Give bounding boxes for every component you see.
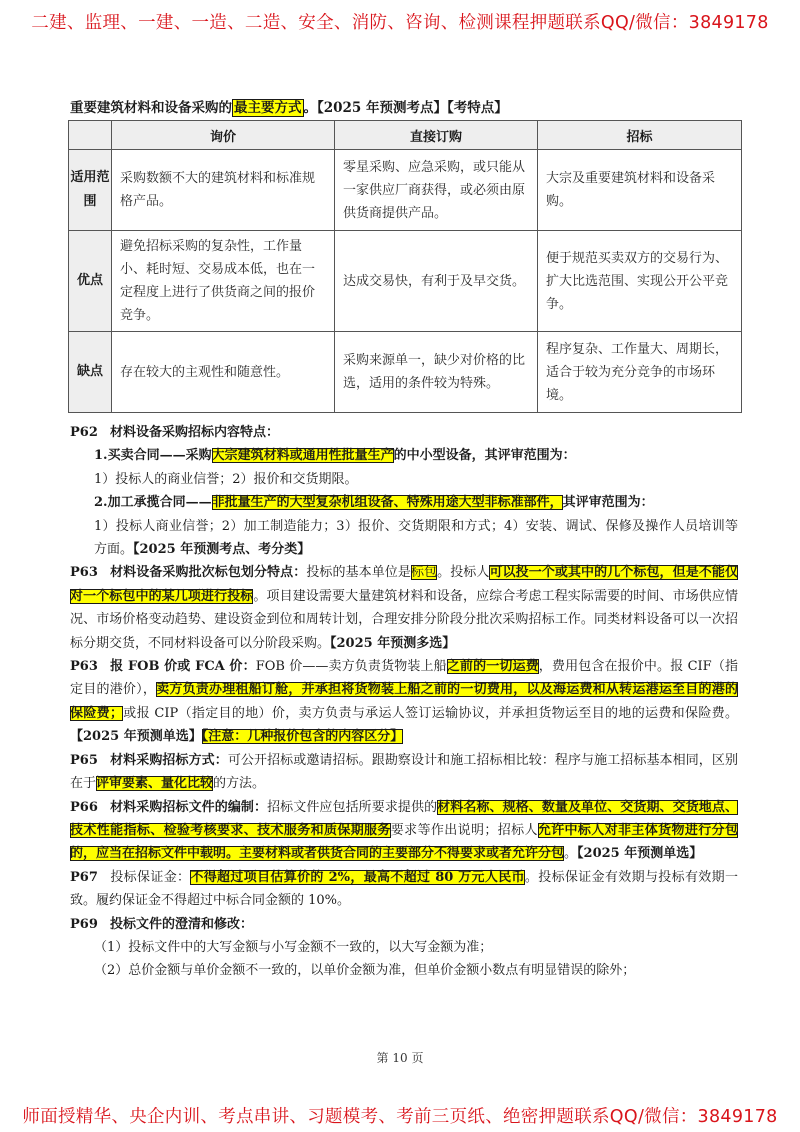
highlight: 非批量生产的大型复杂机组设备、特殊用途大型非标准部件， [211,495,563,511]
page-number: 第 10 页 [376,1051,424,1065]
table-cell: 便于规范买卖双方的交易行为、扩大比选范围、实现公开公平竞争。 [538,231,742,332]
section-p67: P67 投标保证金：不得超过项目估算价的 2%，最高不超过 80 万元人民币。投标保证金有效期与投标有效期一致。履约保证金不得超过中标合同金额的 10%。 [70,866,738,913]
highlight: 允许中标人对非主体货物进行分包的，应当在招标文件中载明。主要材料或者供货合同的主要部分不得要求或者允许分包 [70,822,738,862]
table-row [69,332,742,413]
section-p63-fob: P63 报 FOB 价或 FCA 价：FOB 价——卖方负责货物装上船之前的一切运费，费用包含在报价中。报 CIF（指定目的港价），卖方负责办理租船订舱，并承担将货物装上船之前的一切费用，以及海运费和从转运港运至目的港的保险费；或报 CIP（指定目的地）价，卖方负责与承运人签订运输协议，并承担货物运至目的地的运费和保险费。【2025 年预测单选】【注意：几种报价包含的内容区分】 [70,655,738,749]
page-content [70,96,738,983]
page-ref: P62 [70,425,98,440]
highlight: 标包 [410,565,438,581]
heading-highlight: 最主要方式 [234,100,302,116]
row-label-scope: 适用范围 [69,150,112,231]
top-banner: 二建、监理、一建、一造、二造、安全、消防、咨询、检测课程押题联系QQ/微信：3849178 [31,13,769,33]
section-p66: P66 材料采购招标文件的编制：招标文件应包括所要求提供的材料名称、规格、数量及单位、交货期、交货地点、技术性能指标、检验考核要求、技术服务和质保期服务要求等作出说明；招标人允许中标人对非主体货物进行分包的，应当在招标文件中载明。主要材料或者供货合同的主要部分不得要求或者允许分包。【2025 年预测单选】 [70,796,738,866]
page-ref: P66 [70,799,98,815]
row-label-disadvantages: 缺点 [69,332,112,413]
table-header-tender: 招标 [538,121,742,150]
table-cell: 存在较大的主观性和随意性。 [112,332,335,413]
page-ref: P69 [70,916,98,932]
table-header-corner [69,121,112,150]
highlight: 之前的一切运费 [446,659,539,675]
table-row [69,150,742,231]
bottom-banner: 师面授精华、央企内训、考点串讲、习题模考、考前三页纸、绝密押题联系QQ/微信：3849178 [22,1107,778,1127]
highlight: 卖方负责办理租船订舱，并承担将货物装上船之前的一切费用，以及海运费和从转运港运至目的港的保险费； [70,682,738,721]
table-cell: 零星采购、应急采购，或只能从一家供应厂商获得，或必须由原供货商提供产品。 [335,150,538,231]
section-p62: P62 材料设备采购招标内容特点： 1.买卖合同——采购大宗建筑材料或通用性批量生产的中小型设备，其评审范围为： 1）投标人的商业信誉；2）报价和交货期限。 2.加工承揽合同——非批量生产的大型复杂机组设备、特殊用途大型非标准部件，其评审范围为： 1）投标人商业信誉；2）加工制造能力；3）报价、交货期限和方式；4）安装、调试、保修及操作人员培训等方面。【2025 年预测考点、考分类】 [70,421,738,561]
table-cell: 程序复杂、工作量大、周期长，适合于较为充分竞争的市场环境。 [538,332,742,413]
table-row [69,231,742,332]
section-p69: P69 投标文件的澄清和修改： （1）投标文件中的大写金额与小写金额不一致的，以大写金额为准； （2）总价金额与单价金额不一致的，以单价金额为准，但单价金额小数点有明显错误的除外； [70,913,738,983]
table-cell: 达成交易快，有利于及早交货。 [335,231,538,332]
page-ref: P63 [70,565,98,581]
highlight: 材料名称、规格、数量及单位、交货期、交货地点、技术性能指标、检验考核要求、技术服务和质保期服务 [70,799,738,838]
row-label-advantages: 优点 [69,231,112,332]
table-cell: 避免招标采购的复杂性，工作量小、耗时短、交易成本低，也在一定程度上进行了供货商之间的报价竞争。 [112,231,335,332]
highlight: 大宗建筑材料或通用性批量生产 [211,448,394,464]
highlight: 评审要素、量化比较 [96,776,214,792]
highlight: 可以投一个或其中的几个标包，但是不能仅对一个标包中的某几项进行投标 [70,565,738,604]
table-header-row [69,121,742,150]
page-ref: P65 [70,752,98,768]
note-highlight: 【注意：几种报价包含的内容区分】 [201,729,404,745]
section-heading: 重要建筑材料和设备采购的 最主要方式 。【2025 年预测考点】【考特点】 [70,100,508,116]
table-cell: 采购来源单一，缺少对价格的比选，适用的条件较为特殊。 [335,332,538,413]
table-cell: 采购数额不大的建筑材料和标准规格产品。 [112,150,335,231]
table-header-inquiry: 询价 [112,121,335,150]
section-p65: P65 材料采购招标方式：可公开招标或邀请招标。跟勘察设计和施工招标相比较：程序与施工招标基本相同，区别在于评审要素、量化比较的方法。 [70,749,738,796]
section-p63-batch: P63 材料设备采购批次标包划分特点：投标的基本单位是标包。投标人可以投一个或其中的几个标包，但是不能仅对一个标包中的某几项进行投标。项目建设需要大量建筑材料和设备，应综合考虑工程实际需要的时间、市场供应情况、市场价格变动趋势、建设资金到位和周转计划，合理安排分阶段分批次采购招标工作。同类材料设备可以一次招标分期交货，不同材料设备可以分阶段采购。【2025 年预测多选】 [70,561,738,655]
page-ref: P63 [70,659,98,675]
procurement-comparison-table [68,120,742,413]
page-ref: P67 [70,869,98,885]
table-cell: 大宗及重要建筑材料和设备采购。 [538,150,742,231]
table-header-direct-order: 直接订购 [335,121,538,150]
highlight: 不得超过项目估算价的 2%，最高不超过 80 万元人民币 [190,869,525,885]
